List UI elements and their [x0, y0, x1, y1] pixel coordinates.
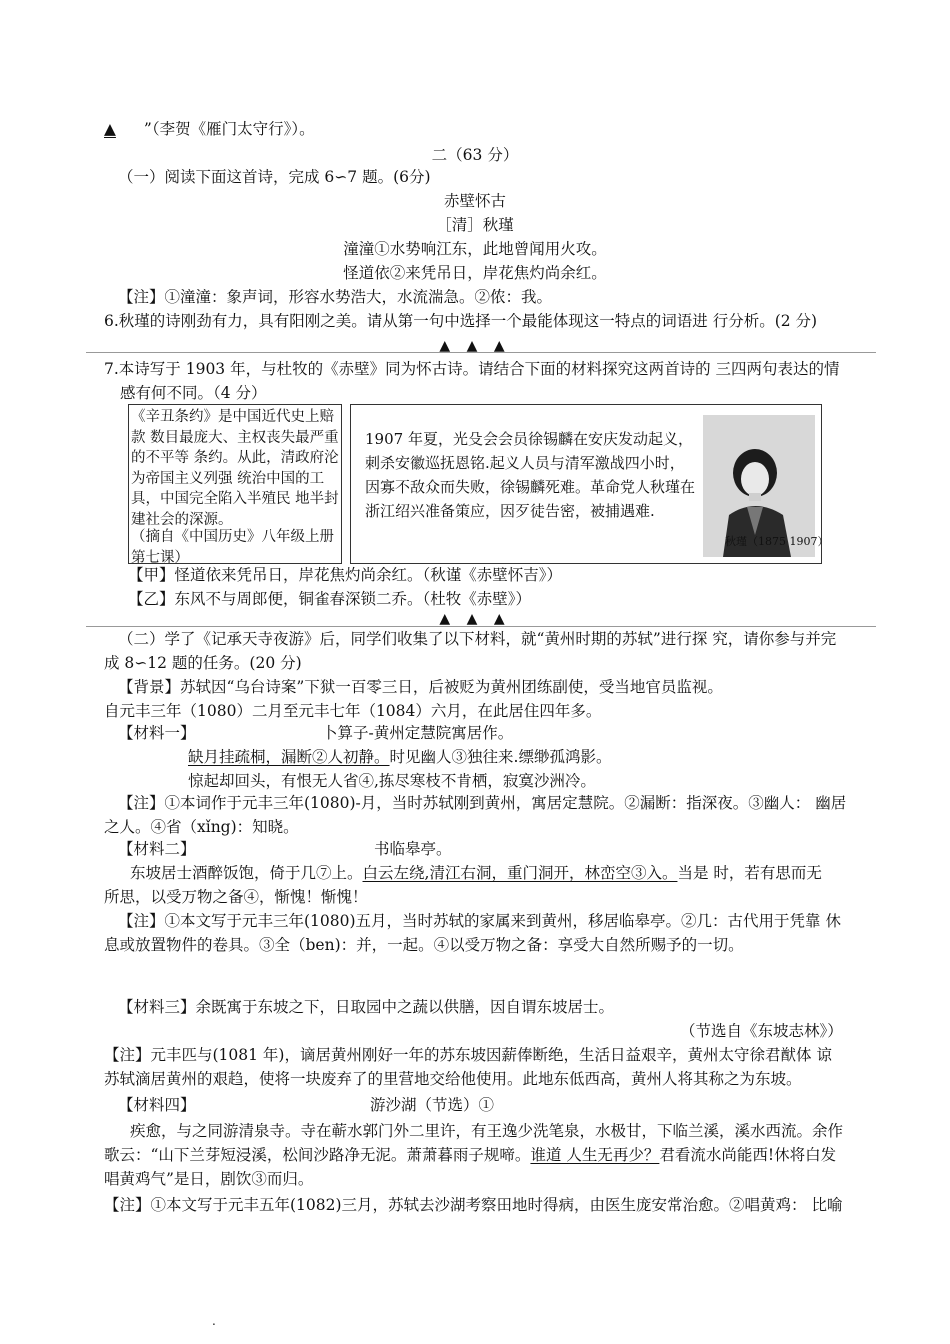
answer-triangles-1: ▲ ▲ ▲	[439, 338, 511, 354]
material-1-line-2: 惊起却回头，有恨无人省④,拣尽寒枝不肯栖，寂寞沙洲冷。	[188, 772, 596, 790]
material-3-line: 【材料三】余既寓于东坡之下，日取园中之蔬以供膳，因自谓东坡居士。	[118, 998, 615, 1016]
material-2-underlined: 白云左绕,清江右洞，重门洞开，林峦空③入。	[362, 864, 678, 882]
sec2-instruction-line-2: 成 8∽12 题的任务。(20 分)	[104, 654, 302, 672]
poem-author: ［清］秋瑾	[436, 216, 514, 234]
material-2-line-1-b: 当是 时，若有思而无	[677, 864, 822, 882]
material-1-line-1	[188, 746, 611, 768]
poem-line-1: 潼潼①水势响江东，此地曾闻用火攻。	[343, 240, 607, 258]
question-7-line-1: 7.本诗写于 1903 年，与杜牧的《赤壁》同为怀古诗。请结合下面的材料探究这两首诗的 三四两句表达的情	[104, 360, 840, 378]
history-excerpt-text: 《辛丑条约》是中国近代史上赔款 数目最庞大、主权丧失最严重的不平等 条约。从此，清政府沦为帝国主义列强 统治中国的工具，中国完全陷入半殖民 地半封建社会的深源。	[131, 409, 339, 528]
qiujin-portrait	[703, 415, 829, 557]
material-1-note-line-2: 之人。④省（xǐng)：知晓。	[104, 818, 299, 836]
material-4-line-2-a: 歌云：“山下兰芽短浸溪，松间沙路净无泥。萧萧暮雨子规啼。	[104, 1146, 531, 1164]
material-3-note-line-1: 【注】元丰匹与(1081 年)，谪居黄州刚好一年的苏东坡因薪俸断绝，生活日益艰辛，黄州太守徐君猷体 谅	[104, 1046, 832, 1064]
material-1-label: 【材料一】	[118, 724, 196, 742]
material-2-line-1	[130, 862, 822, 884]
poem-yi: 【乙】东风不与周郎便，铜雀春深锁二乔。（杜牧《赤壁》）	[128, 590, 532, 608]
uprising-text: 1907 年夏，光殳会会员徐锡麟在安庆发动起义，刺杀安徽巡抚恩铭.起义人员与清军激战四小时，因寡不敌众而失败，徐锡麟死难。革命党人秋瑾在浙江绍兴准备策应，因歹徒告密，被捕遇难.	[365, 430, 696, 520]
material-2-note-line-2: 息或放置物件的卷具。③全（ben)：并，一起。④以受万物之备：享受大自然所赐予的一切。	[104, 936, 744, 954]
sec1-instruction: （一）阅读下面这首诗，完成 6∽7 题。(6分)	[118, 168, 431, 186]
top-line	[104, 118, 315, 140]
material-1-title: 卜算子-黄州定慧院寓居作。	[322, 724, 514, 742]
portrait-caption: 秋瑾（1875 1907）	[725, 535, 829, 548]
history-excerpt-box	[128, 404, 342, 564]
material-2-title: 书临皋亭。	[374, 840, 452, 858]
question-7-line-2: 感有何不同。（4 分）	[120, 384, 267, 402]
footer-dot: .	[212, 1314, 216, 1328]
uprising-box	[350, 404, 829, 564]
material-1-note-line-1: 【注】①本词作于元丰三年(1080)-月，当时苏轼刚到黄州，寓居定慧院。②漏断：指深夜。③幽人： 幽居	[118, 794, 847, 812]
material-4-note: 【注】①本文写于元丰五年(1082)三月，苏轼去沙湖考察田地时得病，由医生庞安常治愈。②唱黄鸡： 比喻	[104, 1196, 843, 1214]
answer-blank-marker: ▲	[104, 120, 116, 138]
answer-line-1	[86, 352, 876, 353]
material-3-source: （节选自《东坡志林》）	[680, 1022, 843, 1040]
material-1-line-1-rest: 时见幽人③独往来.缥缈孤鸿影。	[389, 748, 612, 766]
material-4-line-2-b: 君看流水尚能西!休将白发	[659, 1146, 837, 1164]
material-4-label: 【材料四】	[118, 1096, 196, 1114]
history-excerpt-source: （摘自《中国历史》八年级上册第七课）	[131, 529, 334, 566]
background-line-2: 自元丰三年（1080）二月至元丰七年（1084）六月，在此居住四年多。	[104, 702, 602, 720]
material-4-line-1: 疾愈，与之同游清泉寺。寺在蕲水郭门外二里许，有王逸少洗笔泉，水极甘，下临兰溪，溪水西流。余作	[130, 1122, 844, 1140]
poem-note: 【注】①潼潼：象声词，形容水势浩大，水流湍急。②侬：我。	[118, 288, 553, 306]
material-4-line-3: 唱黄鸡气”是日，剧饮③而归。	[104, 1170, 314, 1188]
background-line-1: 【背景】苏轼因“乌台诗案”下狱一百零三日，后被贬为黄州团练副使，受当地官员监视。	[118, 678, 723, 696]
answer-triangles-2: ▲ ▲ ▲	[439, 611, 511, 627]
answer-line-2	[86, 626, 876, 627]
material-3-note-line-2: 苏轼滴居黄州的艰趋，使将一块废弃了的里营地交给他使用。此地东低西高，黄州人将其称之为东坡。	[104, 1070, 802, 1088]
poem-title: 赤壁怀古	[443, 192, 506, 210]
material-2-note-line-1: 【注】①本文写于元丰三年(1080)五月，当时苏轼的家属来到黄州，移居临皋亭。②几：古代用于凭靠 休	[118, 912, 841, 930]
poem-jia: 【甲】怪道依来凭吊日，岸花焦灼尚余红。（秋谨《赤壁怀吉》）	[128, 566, 563, 584]
material-1-underlined: 缺月挂疏桐，漏断②人初静。	[188, 748, 390, 766]
part2-heading: 二（63 分）	[431, 146, 519, 164]
material-2-line-2: 所思，以受万物之备④，惭愧！惭愧！	[104, 888, 368, 906]
material-4-title: 游沙湖（节选）①	[370, 1096, 495, 1114]
sec2-instruction-line-1: （二）学了《记承天寺夜游》后，同学们收集了以下材料，就“黄州时期的苏轼”进行探 究，请你参与并完	[118, 630, 837, 648]
material-4-line-2	[104, 1144, 836, 1166]
question-6: 6.秋瑾的诗刚劲有力，具有阳刚之美。请从第一句中选择一个最能体现这一特点的词语进 行分析。(2 分)	[104, 312, 818, 330]
material-2-line-1-a: 东坡居士酒醉饭饱，倚于几⑦上。	[130, 864, 363, 882]
top-line-text: ”（李贺《雁门太守行》）。	[143, 120, 315, 138]
material-2-label: 【材料二】	[118, 840, 196, 858]
poem-line-2: 怪道依②来凭吊日，岸花焦灼尚余红。	[343, 264, 607, 282]
material-4-underlined: 谁道 人生无再少？	[530, 1146, 660, 1164]
